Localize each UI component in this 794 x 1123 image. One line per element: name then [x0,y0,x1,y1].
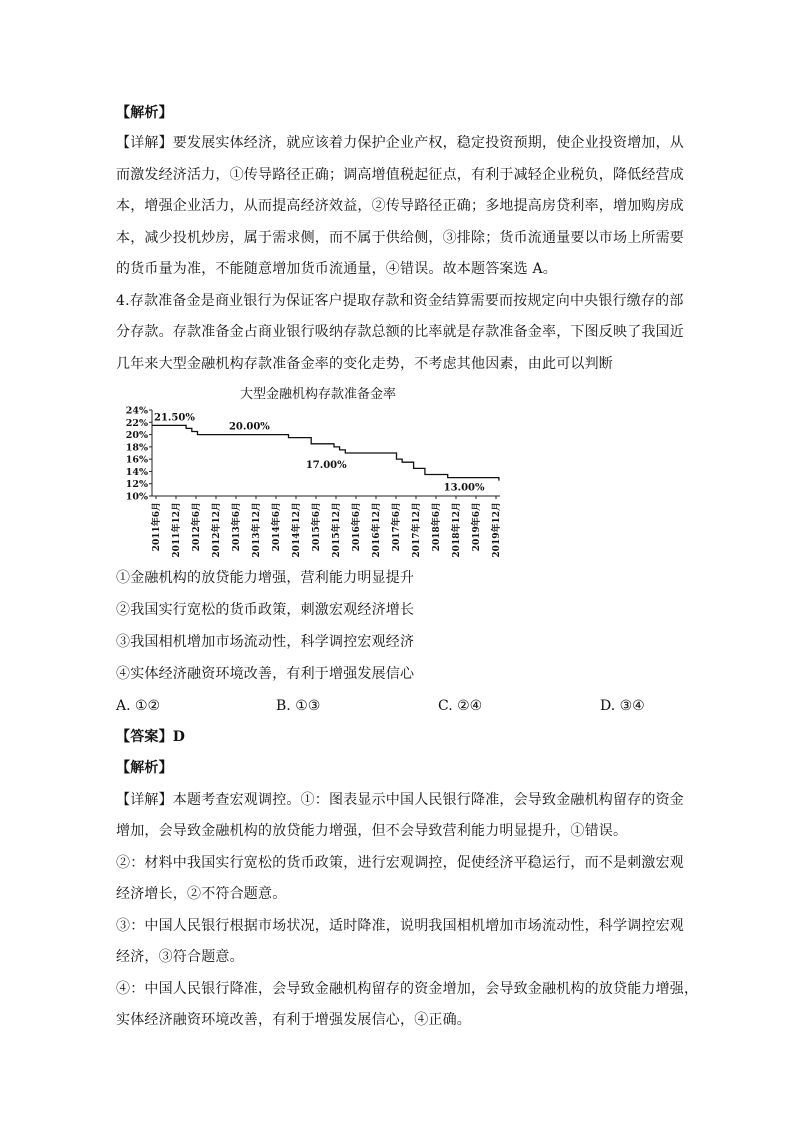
option-b: B. ①③ [276,698,321,714]
x-tick-label: 2015年12月 [332,502,342,558]
statement-3: ③我国相机增加市场流动性，科学调控宏观经济 [116,634,415,650]
question-stem-line-3: 几年来大型金融机构存款准备金率的变化走势，不考虑其他因素，由此可以判断 [116,356,613,372]
chart-title: 大型金融机构存款准备金率 [239,387,396,402]
x-tick-label: 2012年12月 [212,502,222,558]
x-tick-label: 2014年6月 [272,502,282,552]
chart-svg [118,386,518,558]
section-heading-jiexi-1: 【解析】 [116,105,173,121]
x-tick-label: 2015年6月 [312,502,322,552]
x-tick-label: 2016年6月 [352,502,362,552]
series-line-reserve-ratio [152,425,499,480]
x-tick-label: 2013年12月 [252,502,262,558]
x-tick-label: 2012年6月 [192,502,202,552]
explanation-line-4: 本，减少投机炒房，属于需求侧，而不属于供给侧，③排除；货币流通量要以市场上所需要 [116,230,684,246]
answer-line-1: 【详解】本题考查宏观调控。①：图表显示中国人民银行降准，会导致金融机构留存的资金 [116,792,684,808]
answer-line-8: 实体经济融资环境改善，有利于增强发展信心，④正确。 [116,1012,471,1028]
option-a: A. ①② [116,698,161,714]
x-tick-label: 2014年12月 [292,502,302,558]
statement-4: ④实体经济融资环境改善，有利于增强发展信心 [116,666,415,682]
explanation-line-2: 而激发经济活力，①传导路径正确；调高增值税起征点，有利于减轻企业税负，降低经营成 [116,167,684,183]
reserve-ratio-chart [118,386,518,558]
x-tick-label: 2017年12月 [412,502,422,558]
x-tick-label: 2018年12月 [452,502,462,558]
y-tick-label: 18% [125,442,148,454]
y-tick-label: 10% [125,491,148,503]
option-c: C. ②④ [438,698,483,714]
y-tick-label: 14% [125,466,148,478]
explanation-line-5: 的货币量为准，不能随意增加货币流通量，④错误。故本题答案选 A。 [116,261,557,277]
y-tick-label: 24% [125,405,148,417]
statement-1: ①金融机构的放贷能力增强，营利能力明显提升 [116,570,415,586]
x-tick-label: 2017年6月 [392,502,402,552]
data-label: 21.50% [154,412,195,424]
data-label: 17.00% [305,460,347,471]
y-tick-label: 16% [125,454,148,466]
question-stem-line-2: 分存款。存款准备金占商业银行吸纳存款总额的比率就是存款准备金率，下图反映了我国近 [116,324,684,340]
answer-line-7: ④：中国人民银行降准，会导致金融机构留存的资金增加，会导致金融机构的放贷能力增强， [116,981,699,997]
x-tick-label: 2013年6月 [232,502,242,552]
section-heading-jiexi-2: 【解析】 [116,760,173,776]
option-d: D. ③④ [600,698,645,714]
x-tick-label: 2016年12月 [372,502,382,558]
y-tick-label: 22% [125,417,148,429]
answer-line-5: ③：中国人民银行根据市场状况，适时降准，说明我国相机增加市场流动性，科学调控宏观 [116,918,684,934]
answer-line-6: 经济，③符合题意。 [116,949,244,965]
x-tick-label: 2011年12月 [172,502,182,558]
answer-line-4: 经济增长，②不符合题意。 [116,886,287,902]
answer-line-3: ②：材料中我国实行宽松的货币政策，进行宏观调控，促使经济平稳运行，而不是刺激宏观 [116,855,684,871]
y-tick-label: 20% [125,430,148,442]
x-tick-label: 2018年6月 [432,502,442,552]
statement-2: ②我国实行宽松的货币政策，刺激宏观经济增长 [116,602,415,618]
question-stem-line-1: 4.存款准备金是商业银行为保证客户提取存款和资金结算需要而按规定向中央银行缴存的部 [116,293,684,309]
x-tick-label: 2019年12月 [492,502,502,558]
x-tick-label: 2011年6月 [152,502,162,552]
data-label: 20.00% [228,421,270,433]
answer-line-2: 增加，会导致金融机构的放贷能力增强，但不会导致营利能力明显提升，①错误。 [116,823,628,839]
answer-label: 【答案】D [116,729,186,745]
y-tick-label: 12% [125,479,148,491]
x-tick-label: 2019年6月 [472,502,482,552]
explanation-line-1: 【详解】要发展实体经济，就应该着力保护企业产权，稳定投资预期，使企业投资增加，从 [116,135,684,151]
data-label: 13.00% [443,482,485,494]
explanation-line-3: 本，增强企业活力，从而提高经济效益，②传导路径正确；多地提高房贷利率，增加购房成 [116,198,684,214]
